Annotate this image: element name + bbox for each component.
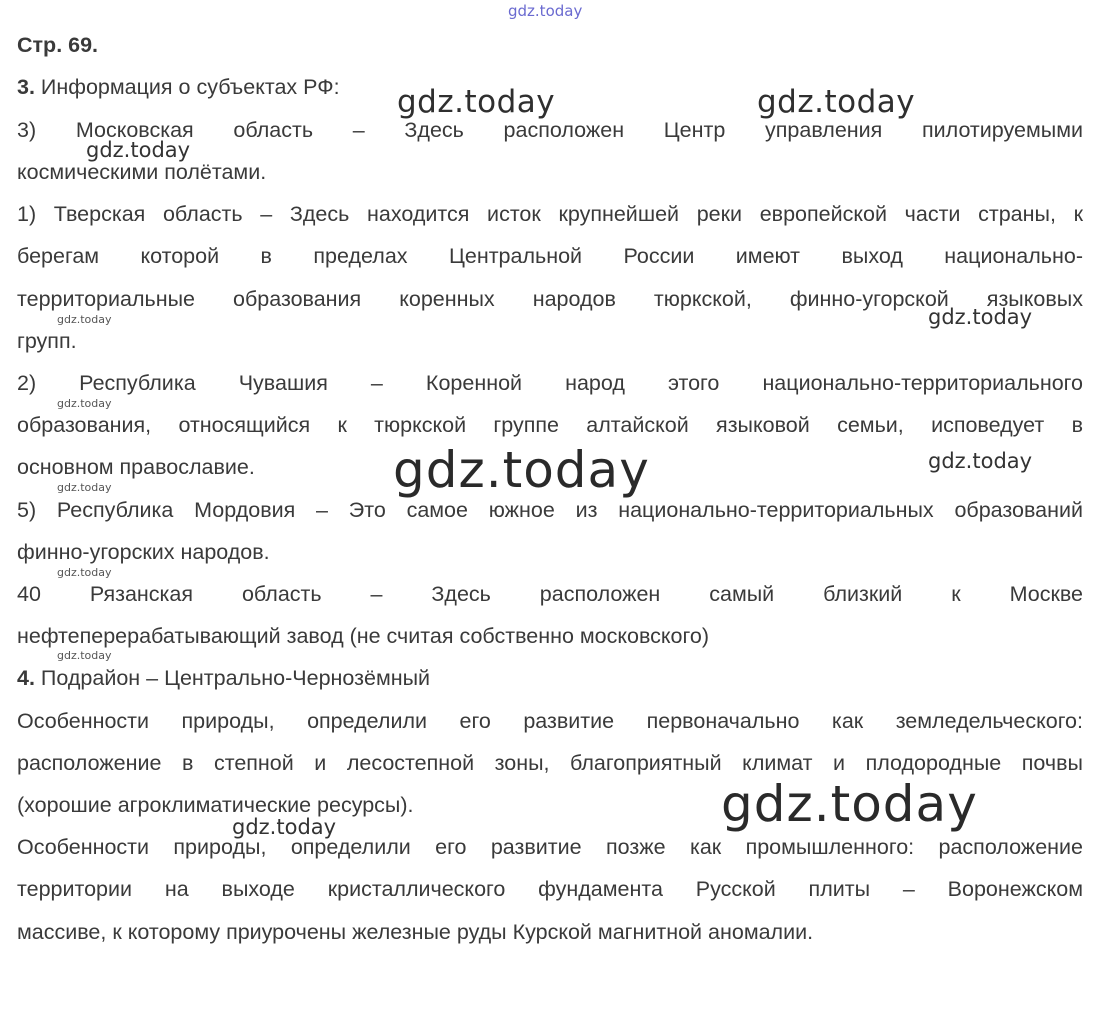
- watermark: gdz.today: [57, 481, 112, 494]
- task3-heading: [17, 73, 1083, 101]
- watermark: gdz.today: [57, 313, 112, 326]
- watermark: gdz.today: [928, 305, 1033, 329]
- task4-paragraph-line: расположение в степной и лесостепной зоны, благоприятный климат и плодородные почвы: [17, 751, 1083, 775]
- task3-item-line: финно-угорских народов.: [17, 540, 270, 564]
- watermark: gdz.today: [86, 138, 191, 162]
- watermark: gdz.today: [757, 84, 916, 120]
- task3-item-line: территориальные образования коренных народов тюркской, финно-угорской языковых: [17, 287, 1083, 311]
- page-label: Стр. 69.: [17, 33, 99, 57]
- task3-item-line: космическими полётами.: [17, 160, 267, 184]
- task3-title: Информация о субъектах РФ:: [40, 75, 340, 99]
- task4-paragraph-line: территории на выходе кристаллического фундамента Русской плиты – Воронежском: [17, 877, 1083, 901]
- watermark: gdz.today: [928, 449, 1033, 473]
- task3-item-line: берегам которой в пределах Центральной России имеют выход национально-: [17, 244, 1083, 268]
- task3-item-line: 5) Республика Мордовия – Это самое южное из национально-территориальных образований: [17, 498, 1083, 522]
- watermark: gdz.today: [57, 649, 112, 662]
- task3-item-line: основном православие.: [17, 455, 255, 479]
- watermark: gdz.today: [397, 84, 556, 120]
- task3-item-line: групп.: [17, 329, 77, 353]
- task4-number: 4.: [17, 666, 35, 690]
- task3-item-line: 1) Тверская область – Здесь находится исток крупнейшей реки европейской части страны, к: [17, 202, 1083, 226]
- task3-item-line: 40 Рязанская область – Здесь расположен самый близкий к Москве: [17, 582, 1083, 606]
- task4-paragraph-line: массиве, к которому приурочены железные руды Курской магнитной аномалии.: [17, 920, 814, 944]
- watermark: gdz.today: [57, 397, 112, 410]
- task3-number: 3.: [17, 75, 35, 99]
- watermark-top: gdz.today: [508, 2, 583, 20]
- task3-item-line: образования, относящийся к тюркской группе алтайской языковой семьи, исповедует в: [17, 413, 1083, 437]
- watermark: gdz.today: [721, 775, 978, 833]
- watermark: gdz.today: [57, 566, 112, 579]
- task3-item-line: 2) Республика Чувашия – Коренной народ этого национально-территориального: [17, 371, 1083, 395]
- task3-item-line: 3) Московская область – Здесь расположен Центр управления пилотируемыми: [17, 118, 1083, 142]
- task4-paragraph-line: (хорошие агроклиматические ресурсы).: [17, 793, 414, 817]
- task3-item-line: нефтеперерабатывающий завод (не считая собственно московского): [17, 624, 709, 648]
- document-page: [17, 0, 1083, 1026]
- task4-heading: [17, 664, 1083, 692]
- watermark: gdz.today: [393, 441, 650, 499]
- task4-paragraph-line: Особенности природы, определили его развитие первоначально как земледельческого:: [17, 709, 1083, 733]
- task4-paragraph-line: Особенности природы, определили его развитие позже как промышленного: расположение: [17, 835, 1083, 859]
- task4-title: Подрайон – Центрально-Чернозёмный: [40, 666, 431, 690]
- watermark: gdz.today: [232, 815, 337, 839]
